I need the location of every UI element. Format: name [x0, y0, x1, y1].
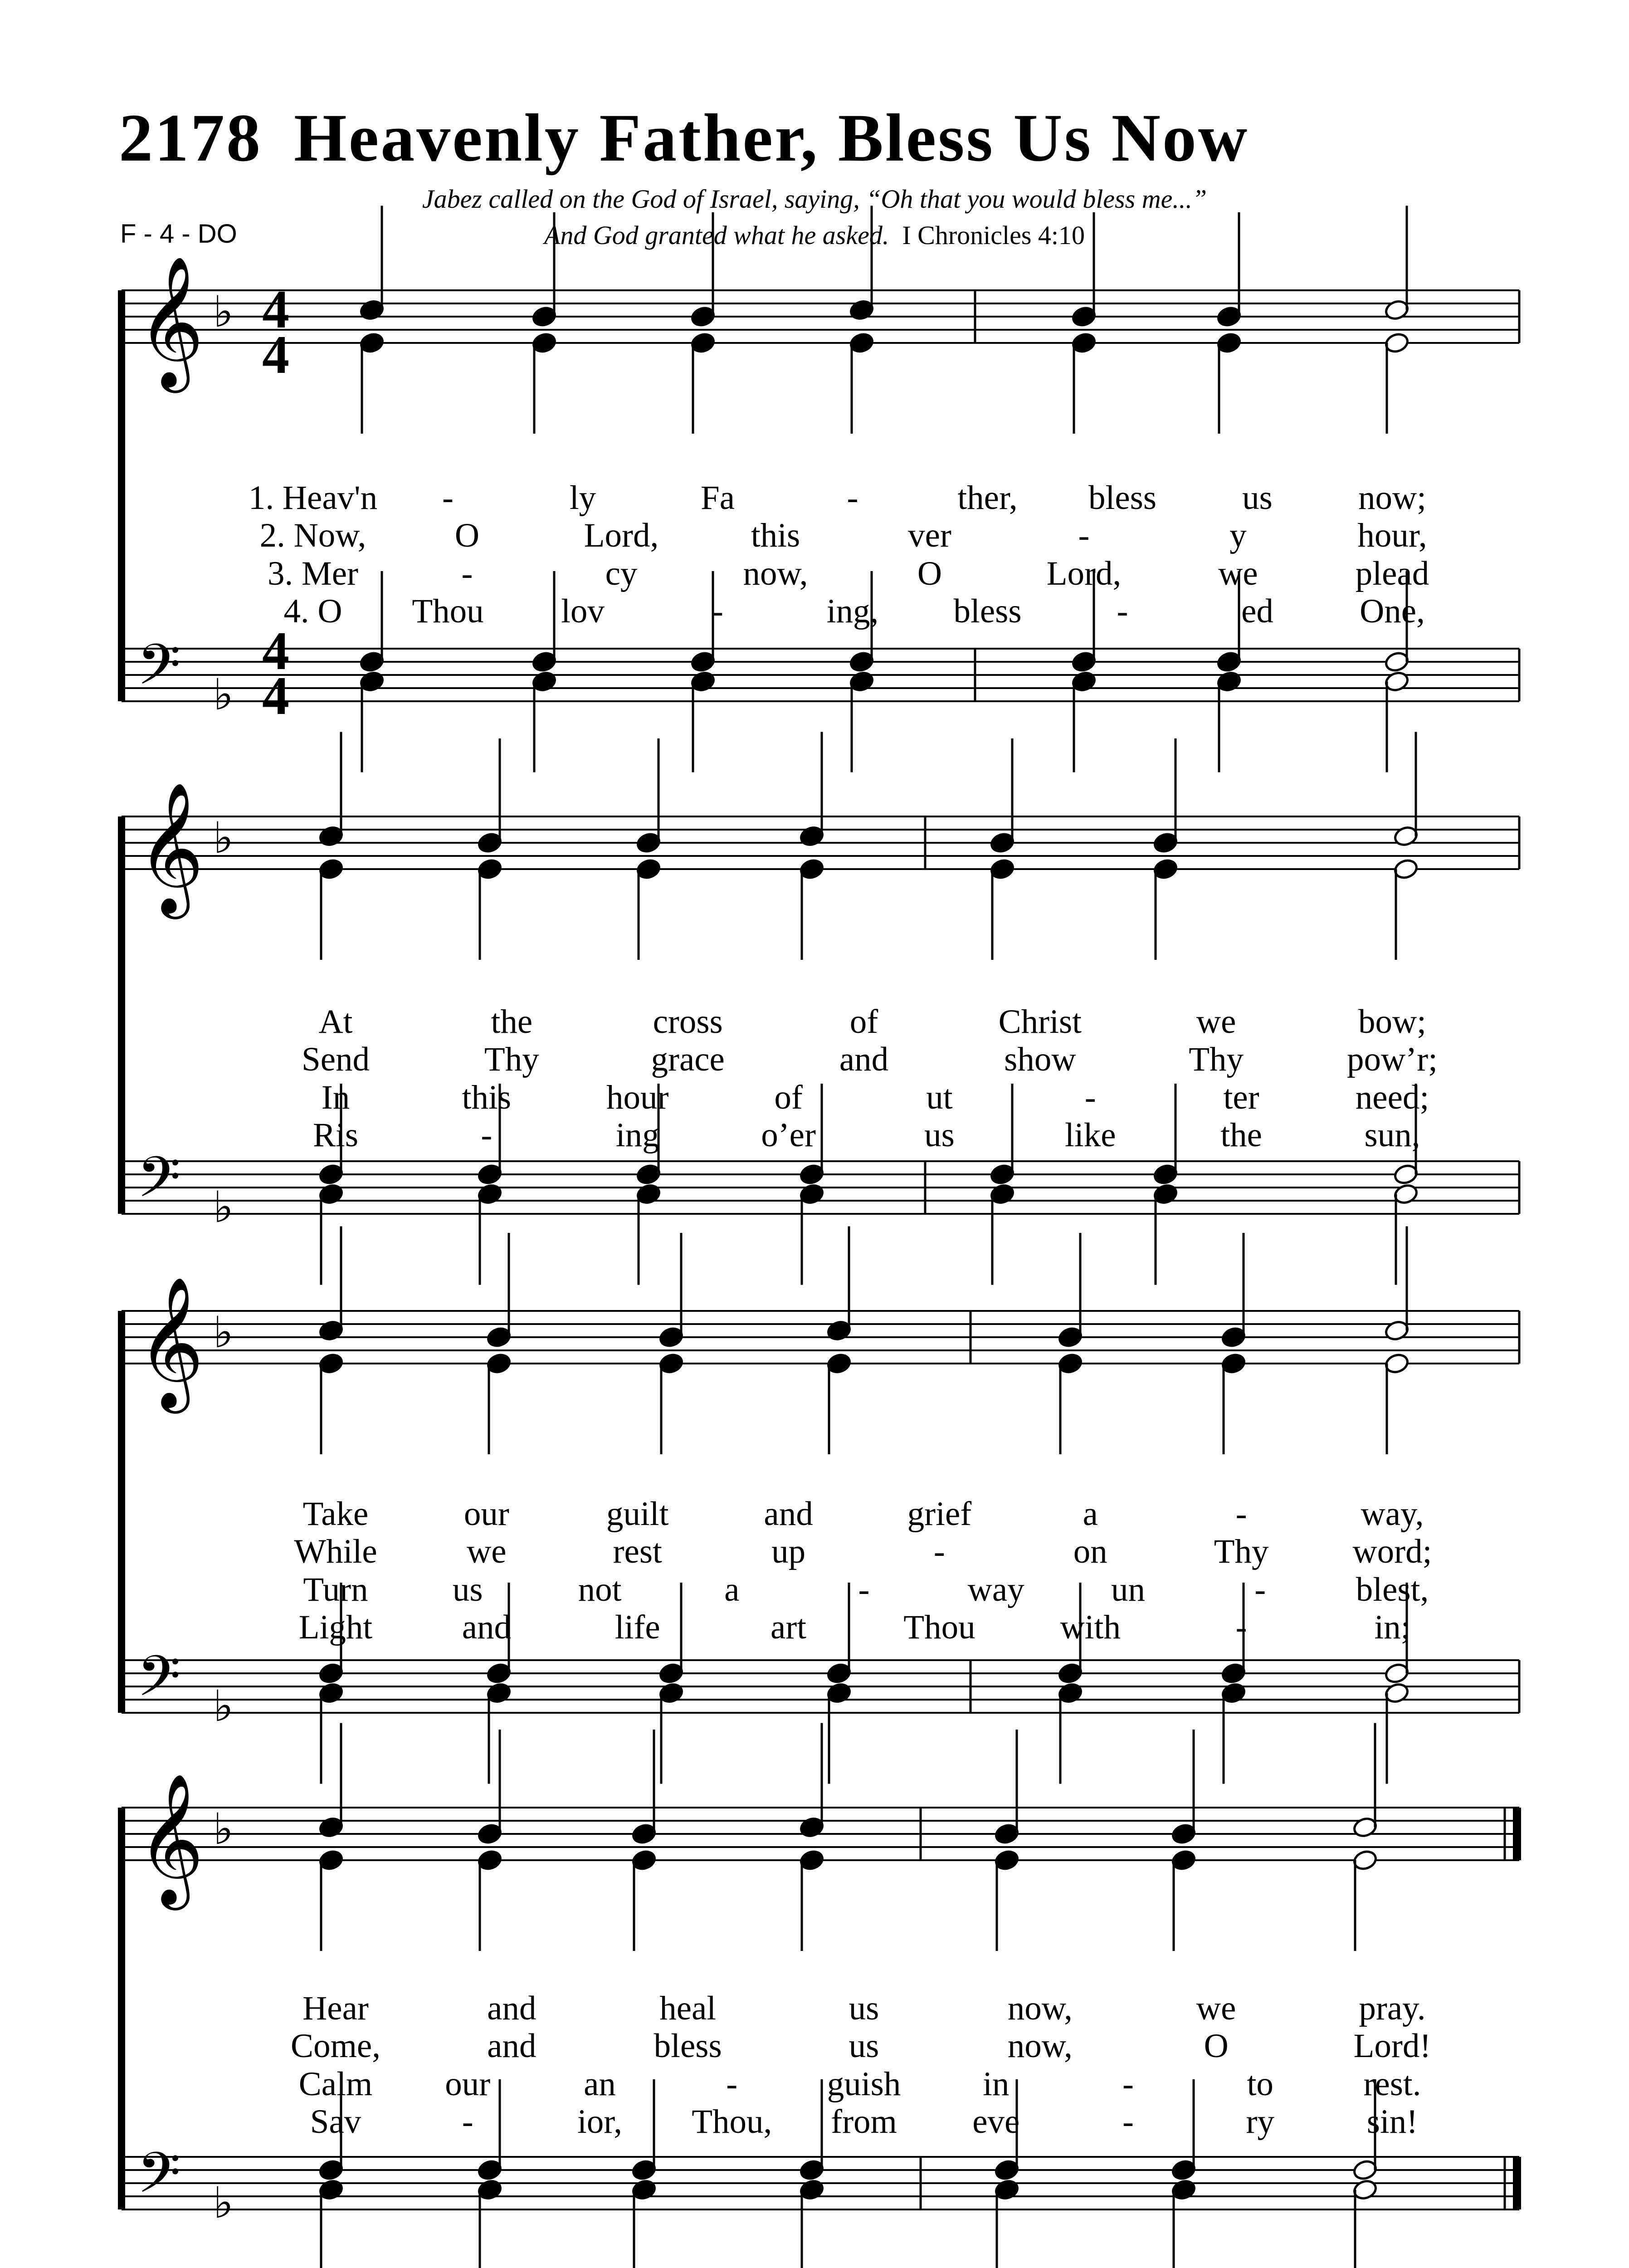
- hymn-title: Heavenly Father, Bless Us Now: [294, 100, 1249, 176]
- lyric-syllable: bless: [953, 592, 1022, 630]
- lyric-syllable: and: [764, 1495, 813, 1533]
- lyric-syllable: Light: [298, 1608, 373, 1646]
- time-sig-treble-top: 4: [262, 279, 289, 339]
- lyric-syllable: Calm: [298, 2065, 373, 2103]
- lyric-syllable: we: [1218, 555, 1258, 592]
- lyric-syllable: -: [1235, 1495, 1247, 1533]
- time-sig-treble-bottom: 4: [262, 324, 289, 385]
- lyric-syllable: of: [774, 1079, 803, 1116]
- lyric-syllable: -: [847, 479, 858, 517]
- lyric-syllable: on: [1073, 1533, 1107, 1570]
- system-bracket: [118, 1311, 125, 1713]
- flat-key-icon: ♭: [213, 1308, 234, 1358]
- final-barline-thick: [1513, 1808, 1521, 1860]
- lyric-syllable: y: [1229, 517, 1247, 554]
- lyric-syllable: Thy: [1189, 1041, 1244, 1078]
- lyric-syllable: hour: [606, 1079, 669, 1116]
- lyric-syllable: guish: [827, 2065, 901, 2103]
- lyric-syllable: ior,: [577, 2103, 623, 2141]
- lyric-syllable: us: [849, 2027, 879, 2065]
- lyric-syllable: O: [917, 555, 942, 592]
- bass-clef-icon: 𝄢: [137, 1145, 181, 1224]
- lyric-syllable: way: [967, 1571, 1024, 1608]
- lyric-syllable: lov: [561, 592, 605, 630]
- lyric-syllable: sun,: [1364, 1116, 1420, 1154]
- lyric-syllable: ter: [1223, 1079, 1259, 1116]
- lyric-syllable: Fa: [701, 479, 735, 517]
- time-sig-bass-bottom: 4: [262, 665, 289, 726]
- lyric-syllable: rest: [613, 1533, 662, 1570]
- epigraph-line-1: Jabez called on the God of Israel, saying, “Oh that you would bless me...”: [422, 184, 1207, 214]
- final-barline-thick: [1513, 2157, 1521, 2209]
- lyric-syllable: this: [462, 1079, 512, 1116]
- lyric-syllable: Thou: [412, 592, 484, 630]
- lyric-syllable: a: [724, 1571, 740, 1608]
- lyric-syllable: and: [487, 2027, 536, 2065]
- lyric-syllable: 4. O: [283, 592, 342, 630]
- lyric-syllable: with: [1060, 1608, 1121, 1646]
- lyric-syllable: like: [1065, 1116, 1116, 1154]
- lyric-syllable: o’er: [761, 1116, 816, 1154]
- lyric-syllable: -: [712, 592, 723, 630]
- lyric-syllable: Sav: [310, 2103, 361, 2141]
- lyric-syllable: sin!: [1366, 2103, 1418, 2141]
- lyric-syllable: the: [491, 1003, 533, 1041]
- epigraph-text: And God granted what he asked.: [544, 220, 889, 250]
- lyric-syllable: a: [1083, 1495, 1098, 1533]
- lyric-syllable: -: [1122, 2065, 1134, 2103]
- time-sig-bass-top: 4: [262, 621, 289, 681]
- epigraph-reference: I Chronicles 4:10: [902, 220, 1085, 250]
- lyric-syllable: us: [452, 1571, 483, 1608]
- lyric-syllable: Thou: [903, 1608, 975, 1646]
- lyric-syllable: -: [462, 2103, 473, 2141]
- lyric-syllable: show: [1004, 1041, 1076, 1078]
- lyric-syllable: guilt: [606, 1495, 669, 1533]
- flat-key-icon: ♭: [213, 813, 234, 863]
- lyric-syllable: heal: [659, 1989, 717, 2027]
- lyric-syllable: life: [615, 1608, 660, 1646]
- lyric-syllable: and: [487, 1989, 536, 2027]
- lyric-syllable: cy: [605, 555, 638, 592]
- lyric-syllable: Lord,: [1046, 555, 1122, 592]
- system-bracket: [118, 1808, 125, 2209]
- flat-key-icon: ♭: [213, 670, 234, 720]
- lyric-syllable: -: [1122, 2103, 1134, 2141]
- lyric-syllable: Lord,: [584, 517, 659, 554]
- bass-clef-icon: 𝄢: [137, 632, 181, 711]
- lyric-syllable: bless: [654, 2027, 722, 2065]
- bass-clef-icon: 𝄢: [137, 1644, 181, 1723]
- system-bracket: [118, 816, 125, 1214]
- flat-key-icon: ♭: [213, 2178, 234, 2228]
- lyric-syllable: now,: [1007, 1989, 1073, 2027]
- lyric-syllable: and: [839, 1041, 889, 1078]
- lyric-syllable: ing: [615, 1116, 659, 1154]
- lyric-syllable: 2. Now,: [259, 517, 366, 554]
- lyric-syllable: bless: [1088, 479, 1156, 517]
- lyric-syllable: un: [1111, 1571, 1145, 1608]
- lyric-syllable: -: [1084, 1079, 1096, 1116]
- lyric-syllable: art: [771, 1608, 807, 1646]
- lyric-syllable: this: [751, 517, 800, 554]
- lyric-syllable: hour,: [1357, 517, 1427, 554]
- lyric-syllable: and: [462, 1608, 511, 1646]
- lyric-syllable: grief: [907, 1495, 972, 1533]
- lyric-syllable: up: [771, 1533, 806, 1570]
- lyric-syllable: ther,: [957, 479, 1018, 517]
- lyric-syllable: eve: [972, 2103, 1020, 2141]
- lyric-syllable: Take: [302, 1495, 369, 1533]
- lyric-syllable: plead: [1355, 555, 1429, 592]
- lyric-syllable: -: [1117, 592, 1128, 630]
- lyric-syllable: we: [1196, 1003, 1236, 1041]
- lyric-syllable: us: [1242, 479, 1273, 517]
- lyric-syllable: ed: [1241, 592, 1273, 630]
- flat-key-icon: ♭: [213, 1183, 234, 1232]
- flat-key-icon: ♭: [213, 287, 234, 337]
- hymn-number: 2178: [119, 100, 262, 176]
- lyric-syllable: the: [1220, 1116, 1262, 1154]
- lyric-syllable: O: [1204, 2027, 1229, 2065]
- clefs: [137, 255, 234, 2228]
- lyric-syllable: -: [933, 1533, 945, 1570]
- lyric-syllable: our: [463, 1495, 509, 1533]
- lyric-syllable: One,: [1360, 592, 1425, 630]
- lyric-syllable: Lord!: [1353, 2027, 1431, 2065]
- lyric-syllable: of: [849, 1003, 878, 1041]
- treble-clef-icon: 𝄞: [137, 1772, 204, 1904]
- lyric-syllable: Thy: [484, 1041, 539, 1078]
- lyric-syllable: an: [584, 2065, 616, 2103]
- lyric-syllable: pow’r;: [1347, 1041, 1438, 1078]
- lyric-syllable: us: [849, 1989, 879, 2027]
- lyric-syllable: ly: [569, 479, 596, 517]
- lyric-syllable: now,: [743, 555, 808, 592]
- treble-clef-icon: 𝄞: [137, 1276, 204, 1408]
- lyric-syllable: -: [442, 479, 454, 517]
- lyric-syllable: rest.: [1363, 2065, 1421, 2103]
- lyric-syllable: O: [454, 517, 480, 554]
- treble-clef-icon: 𝄞: [137, 255, 204, 387]
- lyric-syllable: -: [481, 1116, 493, 1154]
- flat-key-icon: ♭: [213, 1804, 234, 1854]
- lyric-syllable: in;: [1374, 1608, 1410, 1646]
- system-bracket: [118, 290, 125, 701]
- lyric-syllable: Hear: [302, 1989, 369, 2027]
- lyric-syllable: -: [858, 1571, 870, 1608]
- lyric-syllable: ut: [926, 1079, 953, 1116]
- bass-clef-icon: 𝄢: [137, 2141, 181, 2219]
- lyric-syllable: need;: [1355, 1079, 1429, 1116]
- lyric-syllable: cross: [653, 1003, 723, 1041]
- lyric-syllable: blest,: [1356, 1571, 1429, 1608]
- lyric-syllable: Thou,: [692, 2103, 772, 2141]
- lyric-syllable: Ris: [312, 1116, 359, 1154]
- lyric-syllable: ing,: [826, 592, 879, 630]
- lyric-syllable: Thy: [1214, 1533, 1269, 1570]
- lyric-syllable: Come,: [291, 2027, 380, 2065]
- lyric-syllable: -: [1235, 1608, 1247, 1646]
- lyric-syllable: ry: [1246, 2103, 1274, 2141]
- lyric-syllable: we: [467, 1533, 507, 1570]
- lyric-syllable: Turn: [303, 1571, 368, 1608]
- lyric-syllable: bow;: [1358, 1003, 1426, 1041]
- lyric-syllable: -: [726, 2065, 738, 2103]
- lyric-syllable: we: [1196, 1989, 1236, 2027]
- lyric-syllable: While: [294, 1533, 377, 1570]
- lyric-syllable: -: [1078, 517, 1090, 554]
- lyric-syllable: -: [461, 555, 473, 592]
- lyric-syllable: grace: [651, 1041, 725, 1078]
- lyric-syllable: not: [578, 1571, 622, 1608]
- lyric-syllable: In: [321, 1079, 350, 1116]
- lyric-syllable: ver: [908, 517, 951, 554]
- lyric-syllable: Christ: [998, 1003, 1082, 1041]
- lyric-syllable: At: [318, 1003, 353, 1041]
- lyric-syllable: to: [1247, 2065, 1273, 2103]
- lyric-syllable: word;: [1352, 1533, 1432, 1570]
- lyric-syllable: 3. Mer: [268, 555, 358, 592]
- lyric-syllable: in: [983, 2065, 1010, 2103]
- flat-key-icon: ♭: [213, 1681, 234, 1731]
- key-indicator: F - 4 - DO: [120, 219, 237, 249]
- lyric-syllable: -: [1254, 1571, 1266, 1608]
- lyric-syllable: way,: [1361, 1495, 1424, 1533]
- lyric-syllable: us: [924, 1116, 955, 1154]
- lyric-syllable: now,: [1007, 2027, 1073, 2065]
- lyric-syllable: our: [445, 2065, 491, 2103]
- lyric-syllable: 1. Heav'n: [248, 479, 378, 517]
- lyric-syllable: pray.: [1359, 1989, 1426, 2027]
- lyric-syllable: now;: [1358, 479, 1426, 517]
- lyric-syllable: from: [831, 2103, 897, 2141]
- treble-clef-icon: 𝄞: [137, 781, 204, 913]
- lyric-syllable: Send: [302, 1041, 370, 1078]
